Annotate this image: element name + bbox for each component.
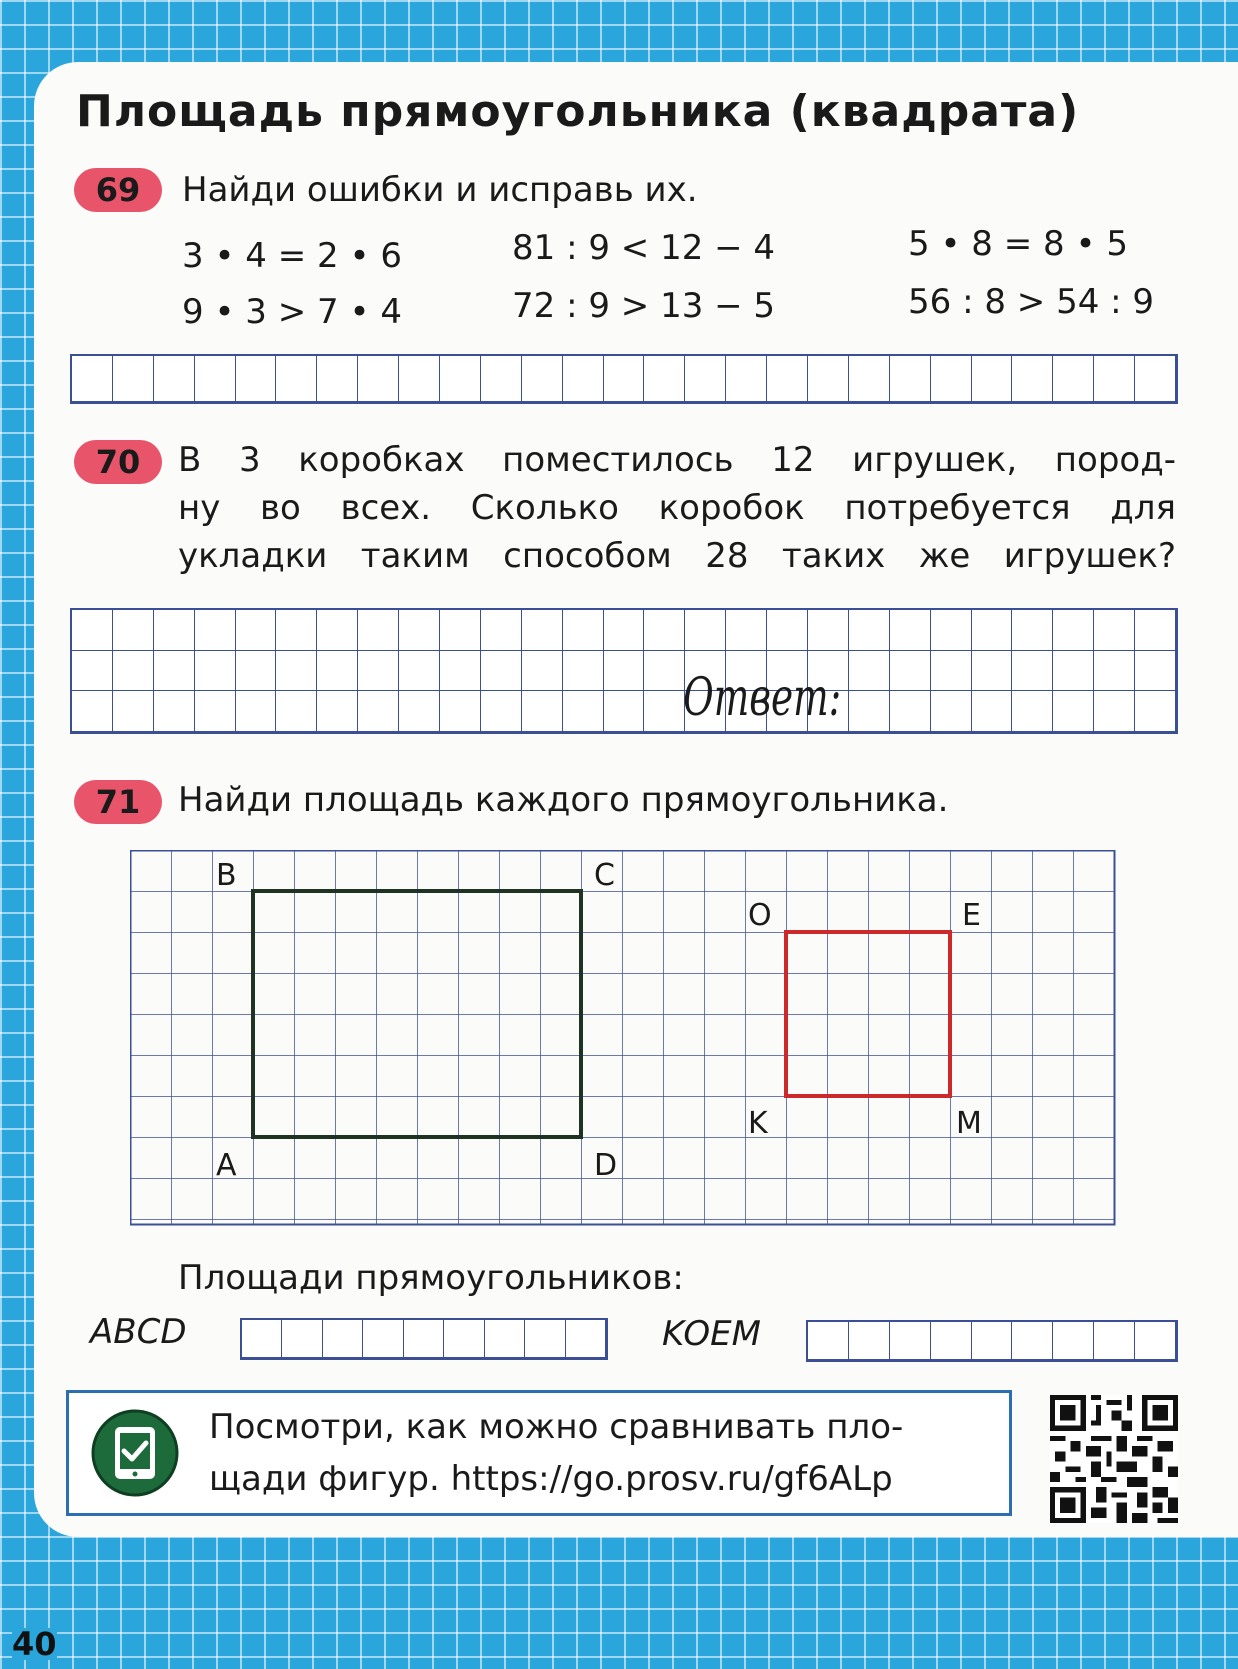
- point-e: E: [962, 898, 981, 933]
- point-m: M: [956, 1106, 982, 1141]
- task-70-text: [178, 436, 1176, 580]
- task-70-line-1: В 3 коробках поместилось 12 игрушек, пород-: [178, 440, 1176, 480]
- task-70-badge: 70: [74, 440, 162, 484]
- task-69-answer-cells[interactable]: [70, 354, 1178, 404]
- info-box: [66, 1390, 1012, 1516]
- point-a: A: [216, 1148, 237, 1183]
- expression-6: 56 : 8 > 54 : 9: [908, 282, 1155, 322]
- tablet-check-icon: [91, 1409, 179, 1497]
- point-b: B: [216, 858, 237, 893]
- point-k: K: [748, 1106, 768, 1141]
- rect-abcd-label: ABCD: [90, 1312, 187, 1352]
- info-link-line[interactable]: щади фигур. https://go.prosv.ru/gf6ALp: [209, 1459, 893, 1499]
- point-o: O: [748, 898, 772, 933]
- task-69-prompt: Найди ошибки и исправь их.: [182, 170, 698, 210]
- task-70-answer-grid[interactable]: [70, 608, 1178, 734]
- qr-code-icon[interactable]: [1050, 1395, 1178, 1523]
- task-70-line-2: ну во всех. Сколько коробок потребуется для: [178, 488, 1176, 528]
- task-71-badge: 71: [74, 780, 162, 824]
- point-d: D: [594, 1148, 618, 1183]
- info-text: [209, 1401, 989, 1505]
- areas-label: Площади прямоугольников:: [178, 1258, 684, 1298]
- point-c: C: [594, 858, 615, 893]
- task-71-prompt: Найди площадь каждого прямоугольника.: [178, 780, 949, 820]
- rect-koem-label: KOEM: [662, 1314, 761, 1354]
- page-number: 40: [12, 1625, 57, 1663]
- koem-area-cells[interactable]: [806, 1320, 1178, 1362]
- expression-5: 72 : 9 > 13 − 5: [512, 286, 776, 326]
- answer-label: Ответ:: [683, 668, 842, 728]
- task-70-line-3: укладки таким способом 28 таких же игрушек?: [178, 536, 1176, 576]
- expression-1: 3 • 4 = 2 • 6: [182, 236, 402, 276]
- page-title: Площадь прямоугольника (квадрата): [76, 86, 1080, 137]
- expression-2: 81 : 9 < 12 − 4: [512, 228, 776, 268]
- expression-3: 5 • 8 = 8 • 5: [908, 224, 1128, 264]
- abcd-area-cells[interactable]: [240, 1318, 608, 1360]
- expression-4: 9 • 3 > 7 • 4: [182, 292, 402, 332]
- info-text-line-1: Посмотри, как можно сравнивать пло-: [209, 1407, 904, 1447]
- task-69-badge: 69: [74, 168, 162, 212]
